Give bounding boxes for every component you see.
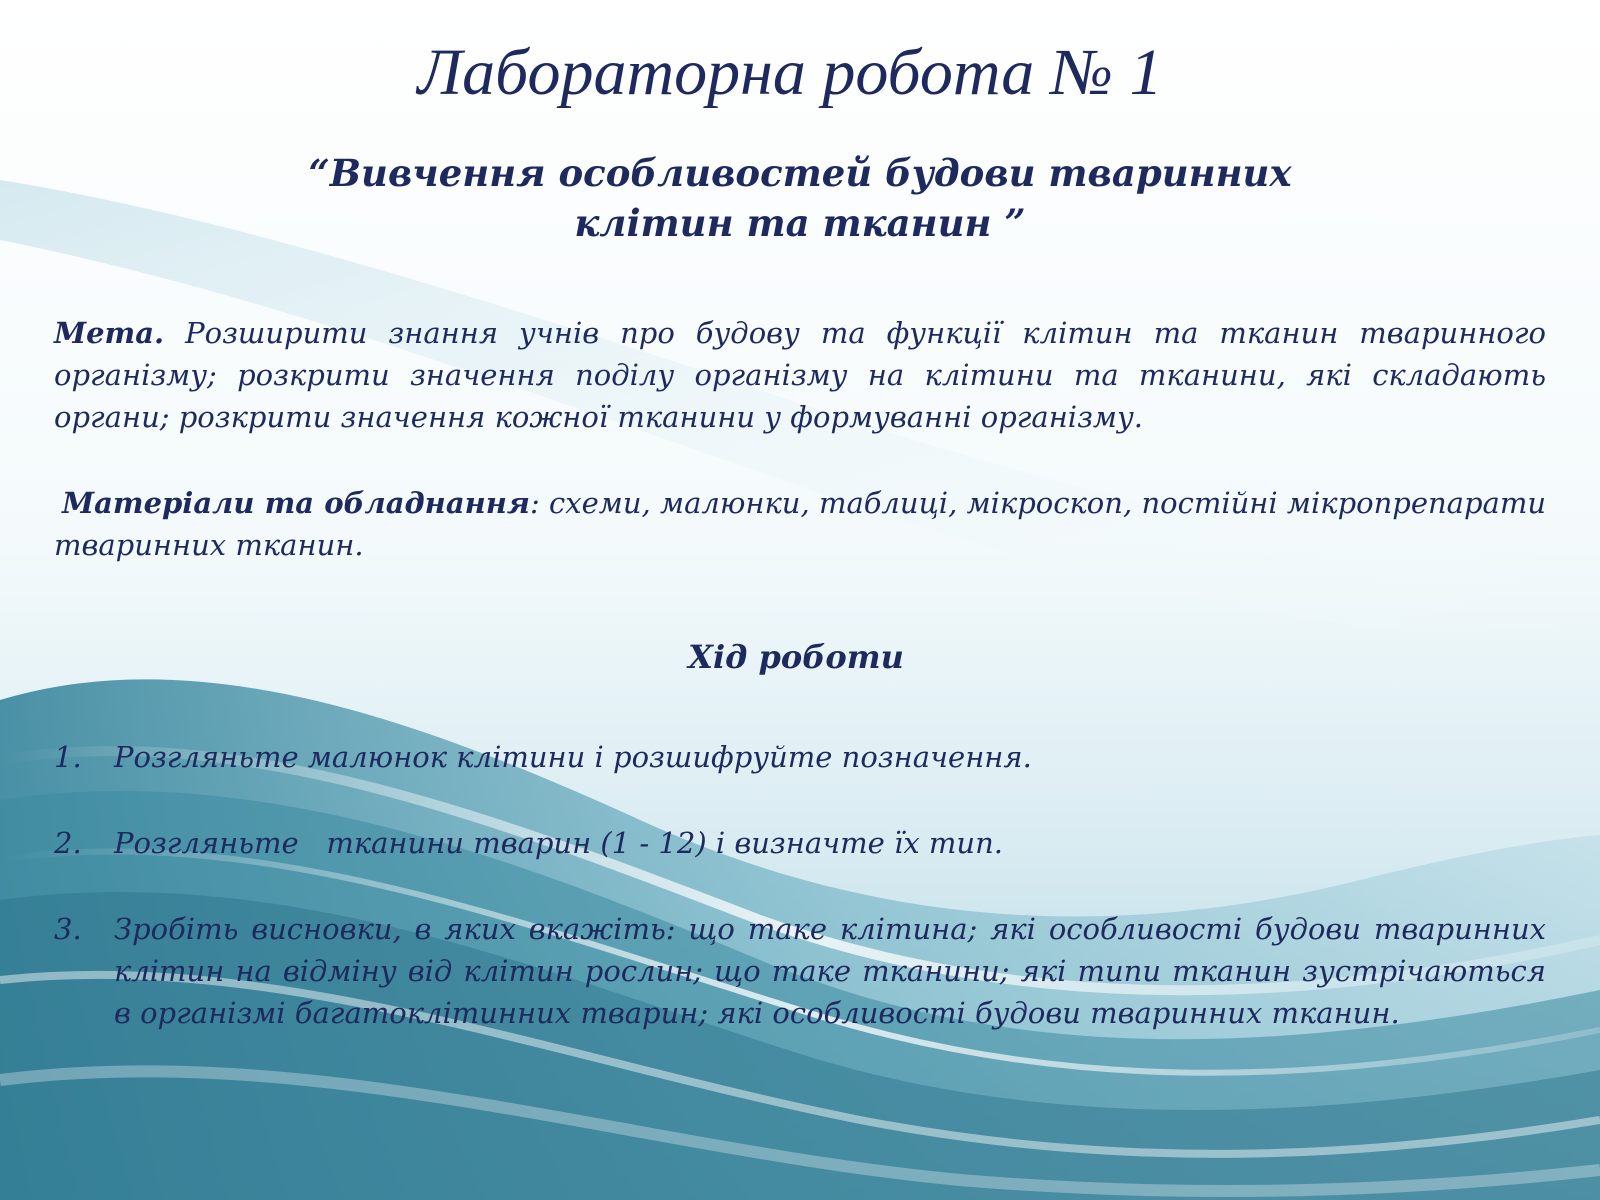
subtitle-line-2: клітин та тканин ” — [574, 201, 1026, 245]
procedure-heading: Хід роботи — [688, 638, 904, 676]
step-text: Розгляньте малюнок клітини і розшифруйте позначення. — [114, 740, 1032, 774]
procedure-step — [54, 908, 1546, 1034]
step-text: Розгляньте тканини тварин (1 - 12) і визначте їх тип. — [114, 826, 1003, 860]
goal-label: Мета. — [54, 316, 165, 350]
slide-title: Лабораторна робота № 1 — [417, 36, 1163, 109]
step-number: 1. — [54, 740, 82, 774]
goal-paragraph — [54, 312, 1546, 438]
subtitle-line-1: “Вивчення особливостей будови тваринних — [308, 151, 1292, 195]
procedure-step — [54, 822, 1546, 864]
step-number: 2. — [54, 826, 82, 860]
step-text: Зробіть висновки, в яких вкажіть: що таке клітина; які особливості будови тваринних клітин на відміну від клітин рослин; що таке тканини; які типи тканин зустрічаються в організмі багатоклітинних тварин; які особливості будови тваринних тканин. — [114, 912, 1546, 1030]
slide-subtitle — [180, 148, 1420, 248]
materials-paragraph — [54, 482, 1546, 566]
materials-label: Матеріали та обладнання — [62, 486, 530, 520]
goal-text: Розширити знання учнів про будову та функції клітин та тканин тваринного організму; розкрити значення поділу організму на клітини та тканини, які складають органи; розкрити значення кожної тканини у формуванні організму. — [54, 316, 1546, 434]
materials-text: : схеми, малюнки, таблиці, мікроскоп, постійні мікропрепарати тваринних тканин. — [54, 486, 1546, 562]
procedure-step — [54, 736, 1546, 778]
step-number: 3. — [54, 912, 82, 946]
